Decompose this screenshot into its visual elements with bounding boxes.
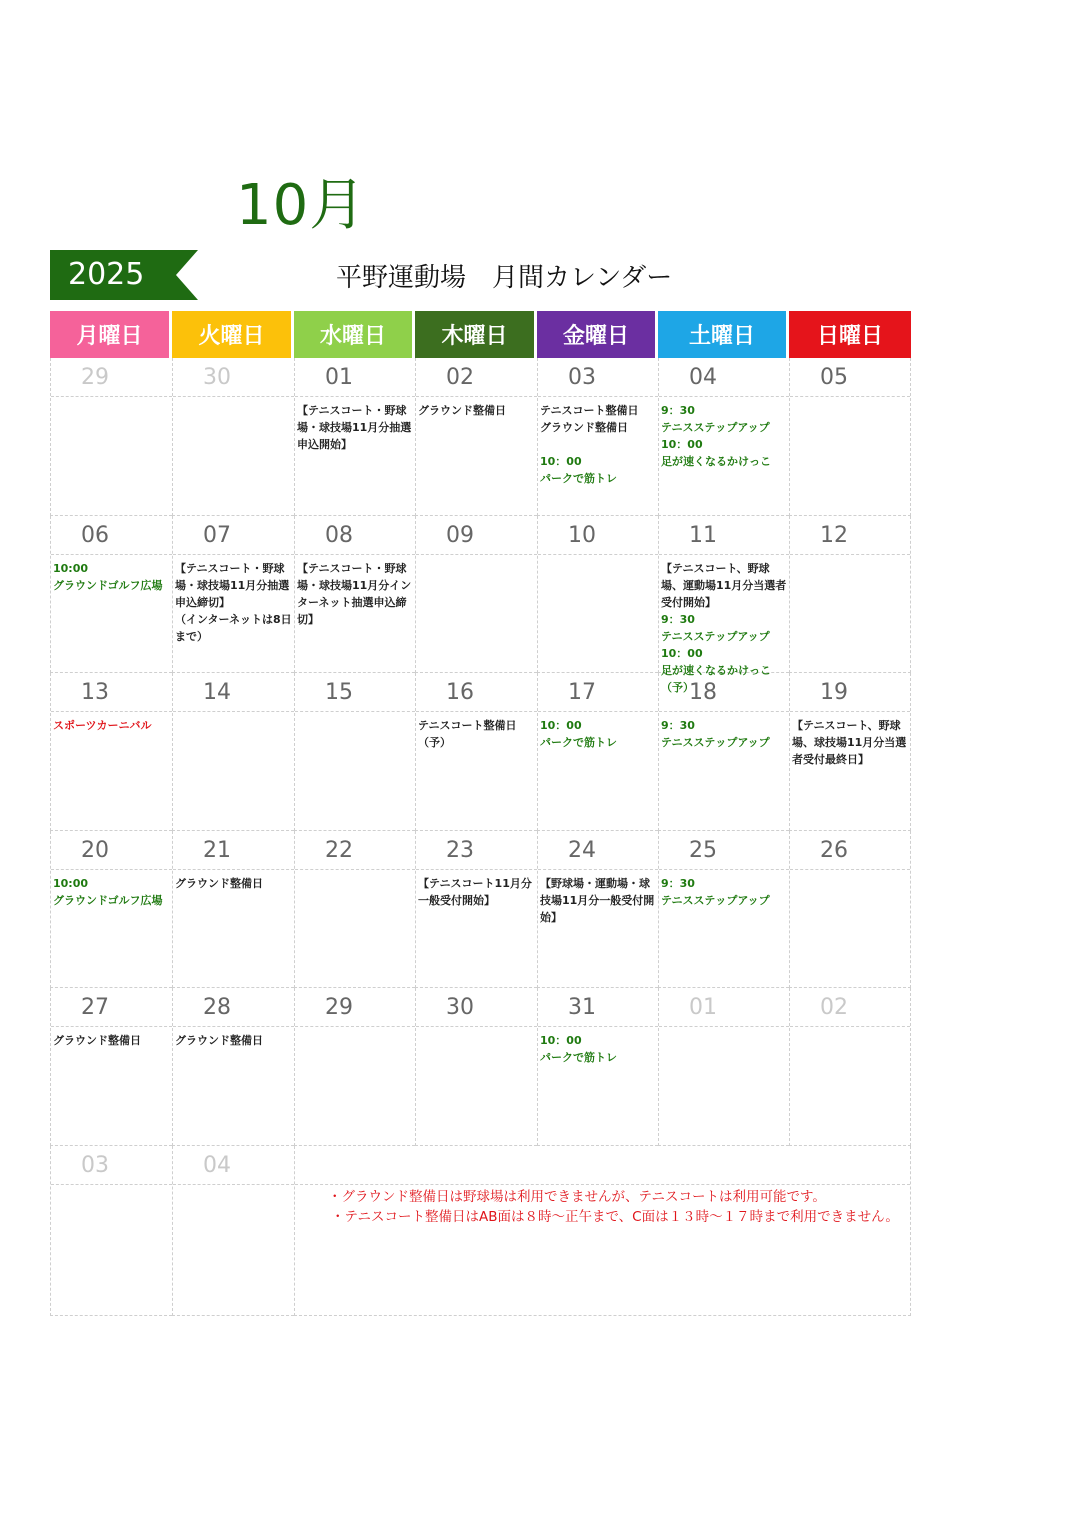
- day-number: 28: [173, 988, 294, 1027]
- calendar-grid: [50, 358, 911, 1316]
- event-text: グラウンド整備日: [53, 1034, 141, 1047]
- day-cell[interactable]: [294, 673, 415, 831]
- week-row: [50, 988, 911, 1146]
- weekday-header: 木曜日: [415, 311, 537, 358]
- notes-header-space: [295, 1146, 910, 1185]
- day-number: 29: [51, 358, 172, 397]
- day-number: 20: [51, 831, 172, 870]
- day-events: [659, 870, 789, 909]
- day-cell[interactable]: [658, 831, 789, 989]
- event-text: 【テニスコート・野球場・球技場11月分抽選申込開始】: [297, 404, 412, 451]
- day-cell[interactable]: [172, 988, 294, 1146]
- day-cell[interactable]: [172, 1146, 294, 1316]
- day-number: 21: [173, 831, 294, 870]
- day-events: [416, 1027, 537, 1032]
- weekday-header: 土曜日: [658, 311, 789, 358]
- weekday-header: 金曜日: [537, 311, 658, 358]
- day-cell[interactable]: [50, 673, 172, 831]
- day-number: 18: [659, 673, 789, 712]
- event-text: 【野球場・運動場・球技場11月分一般受付開始】: [540, 876, 655, 924]
- event-text: 【テニスコート・野球場・球技場11月分抽選申込締切】 （インターネットは8日まで）: [175, 561, 292, 643]
- day-events: [295, 1027, 415, 1032]
- day-number: 14: [173, 673, 294, 712]
- day-cell[interactable]: [415, 516, 537, 674]
- day-events: [295, 397, 415, 453]
- day-events: [659, 397, 789, 470]
- day-cell[interactable]: [537, 831, 658, 989]
- day-events: [295, 555, 415, 628]
- day-events: [51, 712, 172, 734]
- day-events: [538, 555, 658, 560]
- day-number: 29: [295, 988, 415, 1027]
- day-cell[interactable]: [537, 988, 658, 1146]
- event-text: 9：30 テニスステップアップ: [661, 719, 770, 749]
- event-text: 9：30 テニスステップアップ 10：00 足が速くなるかけっこ （予）: [661, 612, 771, 694]
- day-cell[interactable]: [294, 516, 415, 674]
- event-text: スポーツカーニバル: [53, 719, 152, 732]
- day-events: [790, 555, 910, 560]
- day-number: 08: [295, 516, 415, 555]
- day-events: [173, 1027, 294, 1049]
- day-number: 31: [538, 988, 658, 1027]
- day-number: 03: [538, 358, 658, 397]
- day-number: 03: [51, 1146, 172, 1185]
- day-number: 15: [295, 673, 415, 712]
- day-events: [538, 712, 658, 751]
- event-text: 10：00 パークで筋トレ: [540, 455, 617, 485]
- day-events: [51, 555, 172, 594]
- day-cell[interactable]: [658, 358, 789, 516]
- day-number: 09: [416, 516, 537, 555]
- day-cell[interactable]: [789, 358, 911, 516]
- day-number: 27: [51, 988, 172, 1027]
- day-cell[interactable]: [50, 358, 172, 516]
- day-events: [416, 712, 537, 751]
- day-cell[interactable]: [658, 988, 789, 1146]
- weekday-header: 火曜日: [172, 311, 294, 358]
- event-text: 【テニスコート、野球場、球技場11月分当選者受付最終日】: [792, 719, 907, 766]
- event-text: グラウンド整備日: [175, 1034, 263, 1047]
- day-cell[interactable]: [789, 988, 911, 1146]
- day-cell[interactable]: [50, 831, 172, 989]
- day-cell[interactable]: [415, 673, 537, 831]
- day-cell[interactable]: [415, 358, 537, 516]
- day-number: 02: [790, 988, 910, 1027]
- day-number: 01: [295, 358, 415, 397]
- day-number: 01: [659, 988, 789, 1027]
- weekday-header-row: [50, 311, 911, 358]
- event-text: テニスコート整備日 （予）: [418, 719, 517, 749]
- day-cell[interactable]: [294, 831, 415, 989]
- day-number: 07: [173, 516, 294, 555]
- day-cell[interactable]: [294, 988, 415, 1146]
- week-row: [50, 831, 911, 989]
- day-cell[interactable]: [789, 831, 911, 989]
- event-text: テニスコート整備日 グラウンド整備日: [540, 404, 639, 434]
- day-events: [659, 712, 789, 751]
- day-cell[interactable]: [172, 831, 294, 989]
- day-events: [173, 870, 294, 892]
- day-number: 06: [51, 516, 172, 555]
- day-number: 17: [538, 673, 658, 712]
- page-heading: 平野運動場 月間カレンダー: [336, 263, 673, 293]
- day-number: 11: [659, 516, 789, 555]
- day-events: [790, 397, 910, 402]
- day-number: 22: [295, 831, 415, 870]
- day-number: 24: [538, 831, 658, 870]
- day-cell[interactable]: [415, 988, 537, 1146]
- day-cell[interactable]: [789, 516, 911, 674]
- event-text: 【テニスコート・野球場・球技場11月分インターネット抽選申込締切】: [297, 561, 412, 626]
- day-events: [790, 870, 910, 875]
- calendar: [50, 311, 911, 1316]
- event-text: 10:00 グラウンドゴルフ広場: [53, 561, 163, 592]
- day-events: [538, 1027, 658, 1066]
- day-events: [173, 555, 294, 645]
- event-text: 9：30 テニスステップアップ 10：00 足が速くなるかけっこ: [661, 404, 771, 468]
- day-cell[interactable]: [658, 673, 789, 831]
- day-number: 30: [416, 988, 537, 1027]
- day-events: [416, 555, 537, 560]
- day-cell[interactable]: [789, 673, 911, 831]
- week-row-last: [50, 1146, 911, 1316]
- year-label: 2025: [68, 257, 145, 292]
- day-number: 12: [790, 516, 910, 555]
- note-line: ・グラウンド整備日は野球場は利用できませんが、テニスコートは利用可能です。: [328, 1188, 826, 1205]
- day-events: [790, 712, 910, 768]
- day-events: [51, 1027, 172, 1049]
- year-flag: [50, 250, 198, 300]
- week-row: [50, 358, 911, 516]
- weekday-header: 日曜日: [789, 311, 911, 358]
- day-events: [538, 397, 658, 487]
- day-events: [173, 397, 294, 402]
- weekday-header: 月曜日: [50, 311, 172, 358]
- day-events: [538, 870, 658, 926]
- day-number: 25: [659, 831, 789, 870]
- day-cell[interactable]: [537, 673, 658, 831]
- day-cell[interactable]: [415, 831, 537, 989]
- day-number: 16: [416, 673, 537, 712]
- day-events: [51, 870, 172, 909]
- day-number: 10: [538, 516, 658, 555]
- event-text: 10：00 パークで筋トレ: [540, 719, 617, 749]
- weekday-header: 水曜日: [294, 311, 415, 358]
- note-line: ・テニスコート整備日はAB面は８時～正午まで、C面は１３時～１７時まで利用できません。: [331, 1208, 899, 1225]
- notes: [295, 1185, 910, 1227]
- notes-cell: [294, 1146, 911, 1316]
- event-text: 【テニスコート、野球場、運動場11月分当選者受付開始】: [661, 561, 787, 609]
- day-number: 02: [416, 358, 537, 397]
- day-number: 30: [173, 358, 294, 397]
- event-text: グラウンド整備日: [418, 404, 506, 417]
- day-cell[interactable]: [537, 516, 658, 674]
- day-cell[interactable]: [50, 988, 172, 1146]
- event-text: 10:00 グラウンドゴルフ広場: [53, 876, 163, 907]
- event-text: 【テニスコート11月分一般受付開始】: [418, 876, 532, 907]
- day-events: [295, 870, 415, 875]
- day-cell[interactable]: [537, 358, 658, 516]
- day-events: [416, 397, 537, 419]
- day-number: 04: [659, 358, 789, 397]
- day-cell[interactable]: [172, 358, 294, 516]
- day-cell[interactable]: [172, 516, 294, 674]
- day-cell[interactable]: [172, 673, 294, 831]
- event-text: グラウンド整備日: [175, 876, 263, 890]
- day-cell[interactable]: [50, 516, 172, 674]
- day-number: 05: [790, 358, 910, 397]
- day-cell[interactable]: [50, 1146, 172, 1316]
- week-row: [50, 673, 911, 831]
- day-events: [295, 712, 415, 717]
- event-text: 9：30 テニスステップアップ: [661, 876, 770, 907]
- day-cell[interactable]: [294, 358, 415, 516]
- day-events: [173, 712, 294, 717]
- day-number: 26: [790, 831, 910, 870]
- event-text: 10：00 パークで筋トレ: [540, 1034, 617, 1064]
- day-number: 13: [51, 673, 172, 712]
- day-events: [51, 397, 172, 402]
- day-events: [790, 1027, 910, 1032]
- day-events: [659, 1027, 789, 1032]
- day-events: [416, 870, 537, 909]
- day-number: 19: [790, 673, 910, 712]
- month-title: 10月: [236, 173, 367, 238]
- day-number: 04: [173, 1146, 294, 1185]
- day-number: 23: [416, 831, 537, 870]
